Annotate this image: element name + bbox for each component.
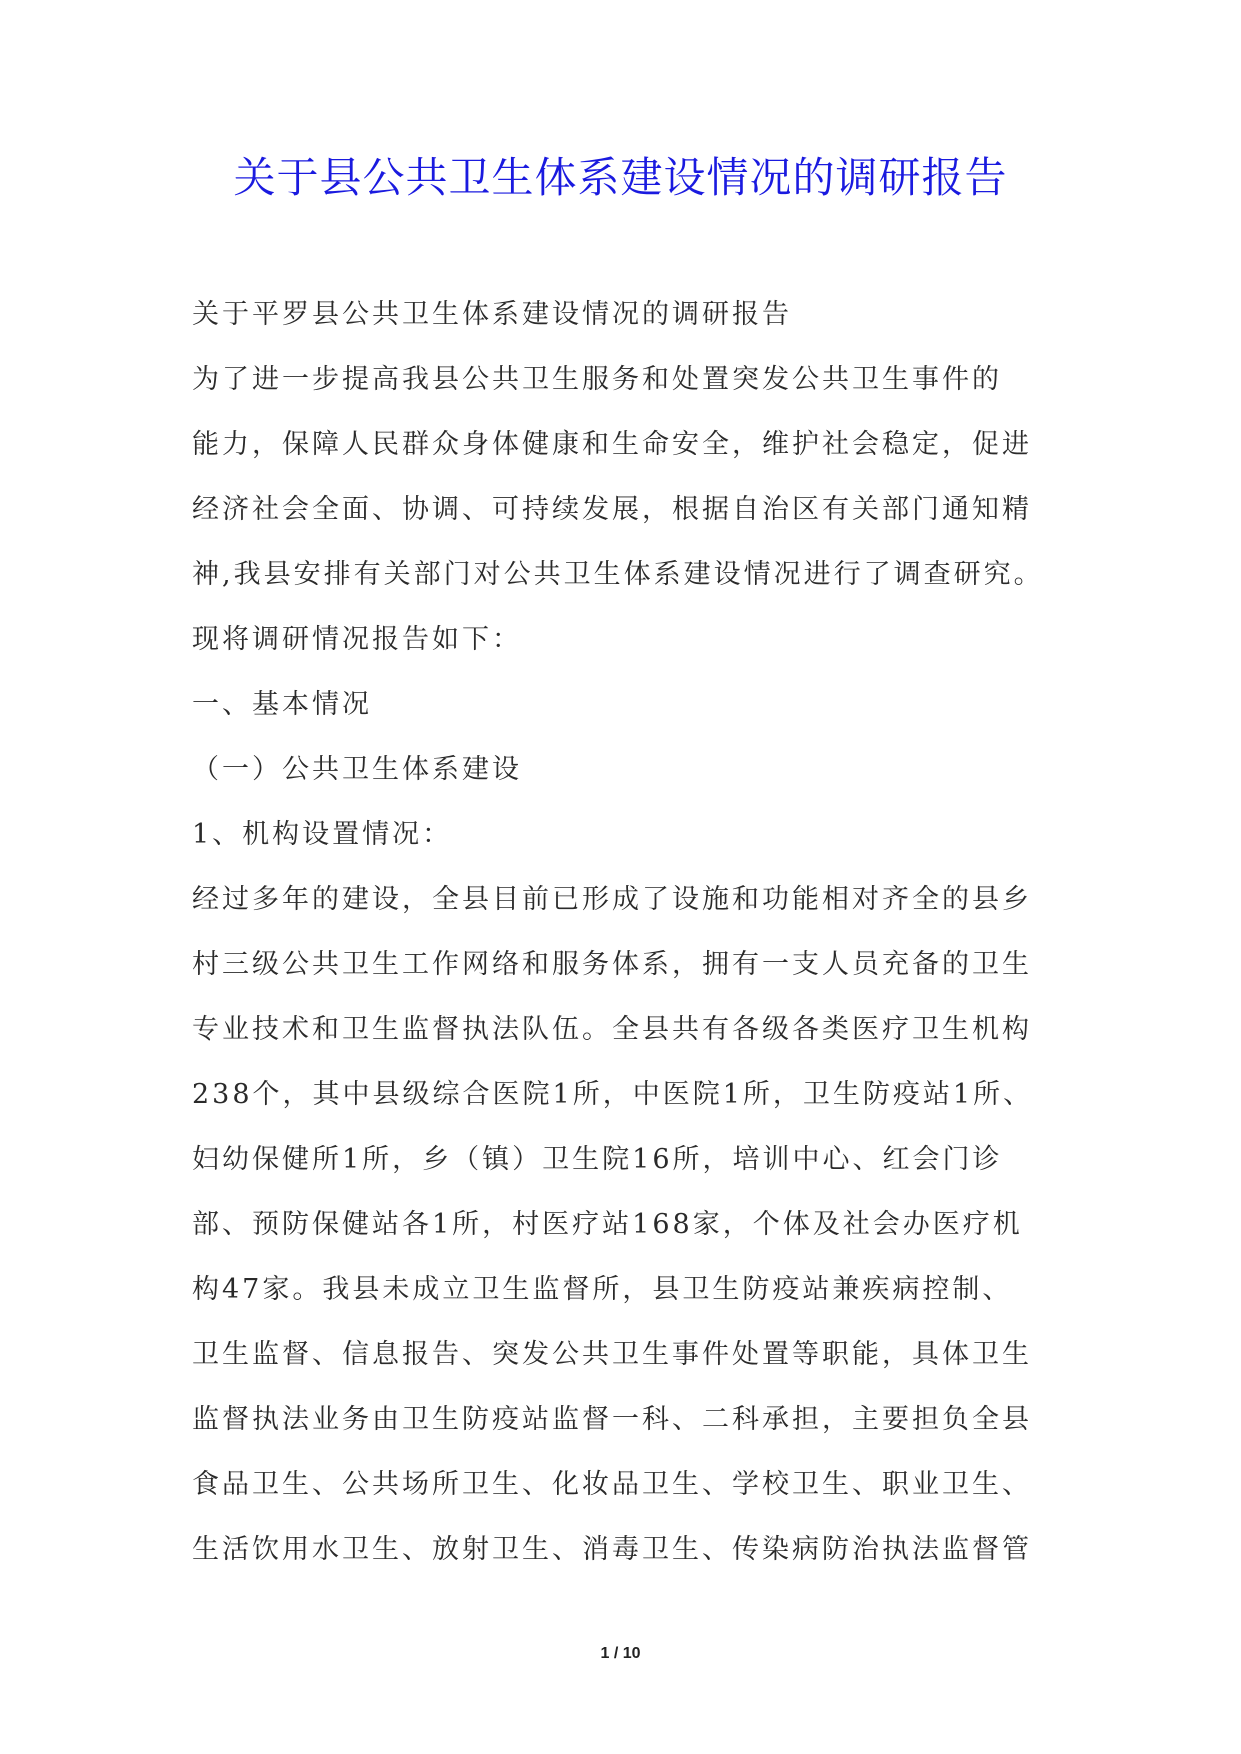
text-line: 监督执法业务由卫生防疫站监督一科、二科承担，主要担负全县 xyxy=(192,1404,1032,1435)
text-line: 经过多年的建设，全县目前已形成了设施和功能相对齐全的县乡 xyxy=(192,884,1032,915)
text-line: 专业技术和卫生监督执法队伍。全县共有各级各类医疗卫生机构 xyxy=(192,1014,1032,1045)
text-line: 村三级公共卫生工作网络和服务体系，拥有一支人员充备的卫生 xyxy=(192,949,1032,980)
text-line: 238个，其中县级综合医院1所，中医院1所，卫生防疫站1所、 xyxy=(192,1079,1034,1110)
document-title: 关于县公共卫生体系建设情况的调研报告 xyxy=(233,153,1008,202)
item-heading: 1、机构设置情况： xyxy=(192,819,453,850)
page-number: 1 / 10 xyxy=(600,1645,641,1662)
text-line: 能力，保障人民群众身体健康和生命安全，维护社会稳定，促进 xyxy=(192,429,1032,460)
text-line: 食品卫生、公共场所卫生、化妆品卫生、学校卫生、职业卫生、 xyxy=(192,1469,1032,1500)
text-line: 现将调研情况报告如下： xyxy=(192,624,522,655)
text-line: 经济社会全面、协调、可持续发展，根据自治区有关部门通知精 xyxy=(192,494,1032,525)
text-line: 生活饮用水卫生、放射卫生、消毒卫生、传染病防治执法监督管 xyxy=(192,1534,1032,1565)
text-line: 为了进一步提高我县公共卫生服务和处置突发公共卫生事件的 xyxy=(192,364,1002,395)
text-line: 妇幼保健所1所，乡（镇）卫生院16所，培训中心、红会门诊 xyxy=(192,1144,1003,1175)
text-line: 部、预防保健站各1所，村医疗站168家，个体及社会办医疗机 xyxy=(192,1209,1023,1240)
section-heading: 一、基本情况 xyxy=(192,689,372,720)
text-line: 神,我县安排有关部门对公共卫生体系建设情况进行了调查研究。 xyxy=(192,559,1044,590)
text-line: 构47家。我县未成立卫生监督所，县卫生防疫站兼疾病控制、 xyxy=(192,1274,1013,1305)
text-line: 卫生监督、信息报告、突发公共卫生事件处置等职能，具体卫生 xyxy=(192,1339,1032,1370)
subsection-heading: （一）公共卫生体系建设 xyxy=(192,754,522,785)
text-line: 关于平罗县公共卫生体系建设情况的调研报告 xyxy=(192,299,792,330)
